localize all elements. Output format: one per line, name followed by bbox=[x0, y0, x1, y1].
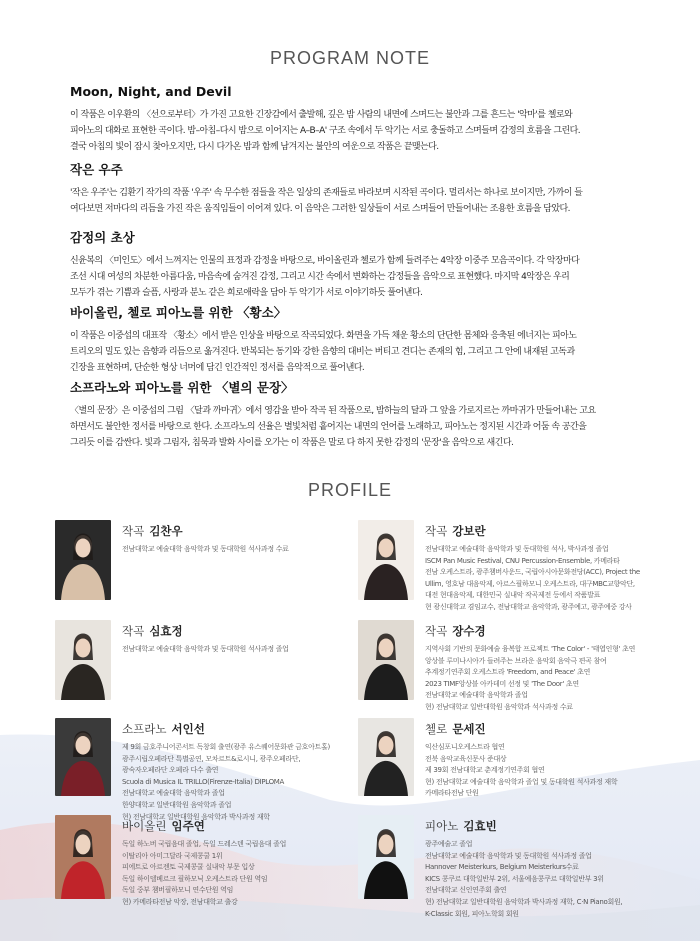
profile-bio-line: 전남대학교 예술대학 음악학과 및 동대학원 석사과정 수료 bbox=[122, 545, 289, 553]
profile-role: 작곡 bbox=[425, 524, 448, 538]
portrait-photo bbox=[55, 718, 111, 796]
profile-bio-line: K-Classic 회원, 피아노학회 회원 bbox=[425, 909, 519, 918]
section-text-line: 이 작품은 이중섭의 대표작 〈황소〉에서 받은 인상을 바탕으로 작곡되었다. 화면을 가득 채운 황소의 단단한 몸체와 응축된 에너지는 피아노 bbox=[70, 331, 577, 341]
section-text-line: 하면서도 불안한 정서를 바탕으로 한다. 소프라노의 선율은 별빛처럼 흩어지는 내면의 언어를 노래하고, 피아노는 정지된 시간과 어둠 속 공간을 bbox=[70, 422, 587, 432]
profile-card bbox=[358, 815, 658, 918]
program-note-section bbox=[70, 306, 635, 376]
profile-bio-line: 피에트로 아르젠토 국제콩쿨 실내악 부문 입상 bbox=[122, 863, 255, 872]
profile-bio-line: 전남대학교 예술대학 음악학과 및 동대학원 석사, 박사과정 졸업 bbox=[425, 545, 609, 553]
profile-card bbox=[55, 815, 355, 910]
profile-bio-line: 현) 전남대학교 예술대학 음악학과 졸업 및 동대학원 석사과정 재학 bbox=[425, 777, 618, 786]
section-text-line: 여다보면 저마다의 리듬을 가진 작은 움직임들이 이어져 있다. 이 음악은 그러한 일상들이 서로 스며들어 만들어내는 조용한 흐름을 담았다. bbox=[70, 204, 570, 214]
profile-bio-line: 현 광신대학교 겸임교수, 전남대학교 음악학과, 광주예고, 광주예중 강사 bbox=[425, 602, 632, 611]
section-text-line: '작은 우주'는 김환기 작가의 작품 '우주' 속 무수한 점들을 작은 일상의 존재들로 바라보며 시작된 곡이다. 멀리서는 하나로 보이지만, 가까이 들 bbox=[70, 188, 583, 198]
profile-role: 작곡 bbox=[122, 624, 145, 638]
portrait-photo bbox=[55, 815, 111, 899]
section-text-line: 신윤복의 〈미인도〉에서 느껴지는 인물의 표정과 감정을 바탕으로, 바이올린과 첼로가 함께 들려주는 4악장 이중주 모음곡이다. 각 악장마다 bbox=[70, 256, 580, 266]
profile-card bbox=[55, 718, 355, 821]
section-heading: 소프라노와 피아노를 위한 〈별의 문장〉 bbox=[70, 380, 294, 395]
program-note-section bbox=[70, 231, 635, 301]
profile-bio-line: Scuola di Musica IL TRILLO(Firenze-Italia) DIPLOMA bbox=[122, 777, 285, 786]
portrait-photo bbox=[358, 520, 414, 600]
program-note-section bbox=[70, 163, 635, 217]
section-heading: 작은 우주 bbox=[70, 162, 123, 177]
profile-name: 장수경 bbox=[452, 624, 486, 638]
profile-bio-line: 현) 전남대학교 일반대학원 음악학과 석사과정 수료 bbox=[425, 702, 573, 711]
section-text-line: 〈별의 문장〉은 이중섭의 그림 〈달과 까마귀〉에서 영감을 받아 작곡 된 작품으로, 밤하늘의 달과 그 앞을 가로지르는 까마귀가 만들어내는 고요 bbox=[70, 406, 596, 416]
profile-bio-line: 전남 오케스트라, 광주챔버사운드, 국립아시아문화전당(ACC), Project the bbox=[425, 568, 640, 577]
profile-name: 문세진 bbox=[452, 722, 486, 736]
profile-bio-line: 전남대학교 예술대학 음악학과 및 동대학원 석사과정 졸업 bbox=[425, 851, 592, 860]
profile-bio-line: 독일 중부 챔버필하모니 연수단원 역임 bbox=[122, 886, 234, 895]
profile-bio-line: 전남대학교 신인연주회 출연 bbox=[425, 886, 507, 895]
program-note-title: PROGRAM NOTE bbox=[269, 48, 430, 68]
profile-bio-line: 현) 전남대학교 일반대학원 음악학과 박사과정 재학, C·N Piano회원, bbox=[425, 897, 623, 906]
profile-name: 강보란 bbox=[452, 524, 486, 538]
section-heading: 감정의 초상 bbox=[70, 230, 135, 245]
profile-bio-line: 현) 전남대학교 일반대학원 음악학과 박사과정 재학 bbox=[122, 812, 270, 821]
profile-name: 임주연 bbox=[171, 819, 205, 833]
profile-bio-line: 전남대학교 예술대학 음악학과 졸업 bbox=[122, 789, 225, 798]
profile-role: 작곡 bbox=[122, 524, 145, 538]
profile-name: 김효빈 bbox=[463, 819, 497, 833]
profile-name: 김찬우 bbox=[149, 524, 183, 538]
profile-bio-line: 독일 하노버 국립음대 졸업, 독일 드레스덴 국립음대 졸업 bbox=[122, 840, 287, 848]
section-text-line: 모두가 겪는 기쁨과 슬픔, 사랑과 분노 같은 희로애락을 담아 두 악기가 서로 이야기하듯 풀어낸다. bbox=[70, 288, 423, 298]
profile-bio-line: 추계정기연주회 오케스트라 'Freedom, and Peace' 초연 bbox=[425, 668, 591, 677]
profile-role: 바이올린 bbox=[122, 819, 167, 833]
profile-bio-line: Hannover Meisterkurs, Belgium Meisterkurs수료 bbox=[425, 863, 579, 872]
program-note-section bbox=[70, 85, 635, 155]
section-text-line: 트리오의 밀도 있는 음향과 리듬으로 옮겨진다. 반복되는 동기와 강한 음향의 대비는 버티고 견디는 존재의 힘, 그리고 그 안에 내재된 고독과 bbox=[70, 347, 575, 357]
profile-card bbox=[358, 520, 658, 615]
profile-bio-line: Ullim, 영호남 대음악제, 아르스필하모니 오케스트라, 대구MBC교향악단, bbox=[425, 579, 635, 588]
section-text-line: 피아노의 대화로 표현한 곡이다. 밤–아침–다시 밤으로 이어지는 A–B–A' 구조 속에서 두 악기는 서로 충돌하고 스며들며 감정의 흐름을 그린다. bbox=[70, 126, 581, 136]
profile-role: 피아노 bbox=[425, 819, 459, 833]
profile-bio-line: 2023 TIMF앙상블 아카데미 선정 및 'The Door' 초연 bbox=[425, 679, 579, 688]
profile-bio-line: 제 39회 전남대학교 춘계정기연주회 협연 bbox=[425, 766, 545, 775]
profile-bio-line: 전남대학교 예술대학 음악학과 졸업 bbox=[425, 691, 528, 700]
section-text-line: 이 작품은 이우환의 〈선으로부터〉가 가진 고요한 긴장감에서 출발해, 깊은 밤 사람의 내면에 스며드는 불안과 그를 흔드는 '악마'를 첼로와 bbox=[70, 110, 573, 120]
profile-name: 심효정 bbox=[149, 624, 183, 638]
profile-role: 작곡 bbox=[425, 624, 448, 638]
profile-bio-line: 광주예술고 졸업 bbox=[425, 840, 473, 848]
profile-bio-line: 카메라타전남 단원 bbox=[425, 789, 479, 798]
profile-role: 첼로 bbox=[425, 722, 448, 736]
program-note-section bbox=[70, 381, 635, 451]
profile-bio-line: 대전 현대음악제, 대한민국 실내악 작곡제전 등에서 작품발표 bbox=[425, 591, 601, 600]
portrait-photo bbox=[55, 620, 111, 700]
profile-card bbox=[358, 620, 658, 715]
profile-bio-line: 익산심포니오케스트라 협연 bbox=[425, 743, 505, 751]
profile-bio-line: 앙상블 루미나시아가 들려주는 브라운 음악회 음악극 편곡 참여 bbox=[425, 656, 607, 665]
profile-bio-line: 이탈리아 아미그달라 국제콩쿨 1위 bbox=[122, 851, 223, 860]
profile-bio-line: 전남대학교 예술대학 음악학과 및 동대학원 석사과정 졸업 bbox=[122, 645, 289, 653]
profile-bio-line: KICS 콩쿠르 대학일반부 2위, 서울예음콩쿠르 대학일반부 3위 bbox=[425, 874, 604, 883]
portrait-photo bbox=[358, 718, 414, 796]
section-text-line: 조선 시대 여성의 차분한 아름다움, 마음속에 숨겨진 감정, 그리고 시간 속에서 변화하는 감정들을 음악으로 표현했다. 마지막 4악장은 우리 bbox=[70, 272, 570, 282]
portrait-photo bbox=[358, 815, 414, 899]
profile-title: PROFILE bbox=[307, 480, 393, 500]
profile-bio-line: 현) 카메라타전남 악장, 전남대학교 출강 bbox=[122, 897, 238, 906]
profile-card bbox=[55, 620, 355, 715]
profile-card bbox=[358, 718, 658, 813]
profile-name: 서인선 bbox=[171, 722, 205, 736]
profile-bio-line: 독일 하이델베르크 필하모닉 오케스트라 단원 역임 bbox=[122, 874, 268, 883]
section-text-line: 긴장을 표현하며, 단순한 형상 너머에 담긴 인간적인 정서를 음악적으로 풀어낸다. bbox=[70, 363, 365, 373]
profile-card bbox=[55, 520, 355, 615]
profile-bio-line: 전북 음악교육신문사 준대상 bbox=[425, 754, 507, 763]
portrait-photo bbox=[358, 620, 414, 700]
profile-role: 소프라노 bbox=[122, 722, 167, 736]
section-text-line: 결국 아침의 빛이 잠시 찾아오지만, 다시 다가온 밤과 함께 남겨지는 불안의 여운으로 작품은 끝맺는다. bbox=[70, 142, 439, 152]
profile-bio-line: 지역사회 기반의 문화예술 융복합 프로젝트 'The Color' - '태엽인형' 초연 bbox=[425, 645, 636, 653]
section-text-line: 그리듯 이를 감싼다. 빛과 그림자, 침묵과 발화 사이를 오가는 이 작품은 말로 다 하지 못한 감정의 '문장'을 음악으로 새긴다. bbox=[70, 438, 514, 448]
profile-bio-line: 광숙자오페라단 오페라 다수 출연 bbox=[122, 766, 219, 775]
portrait-photo bbox=[55, 520, 111, 600]
profile-bio-line: 제 9회 금호주니어콘서트 독창회 출연(광주 유스퀘어문화관 금호아트홀) bbox=[122, 743, 330, 751]
section-heading: Moon, Night, and Devil bbox=[70, 84, 232, 99]
profile-bio-line: 광주시립오페라단 특별공연, 모차르트&로시니, 광주오페라단, bbox=[122, 754, 301, 763]
profile-bio-line: ISCM Pan Music Festival, CNU Percussion-Ensemble, 카메라타 bbox=[425, 556, 620, 565]
profile-bio-line: 한양대학교 일반대학원 음악학과 졸업 bbox=[122, 800, 232, 809]
section-heading: 바이올린, 첼로 피아노를 위한 〈황소〉 bbox=[70, 305, 287, 320]
